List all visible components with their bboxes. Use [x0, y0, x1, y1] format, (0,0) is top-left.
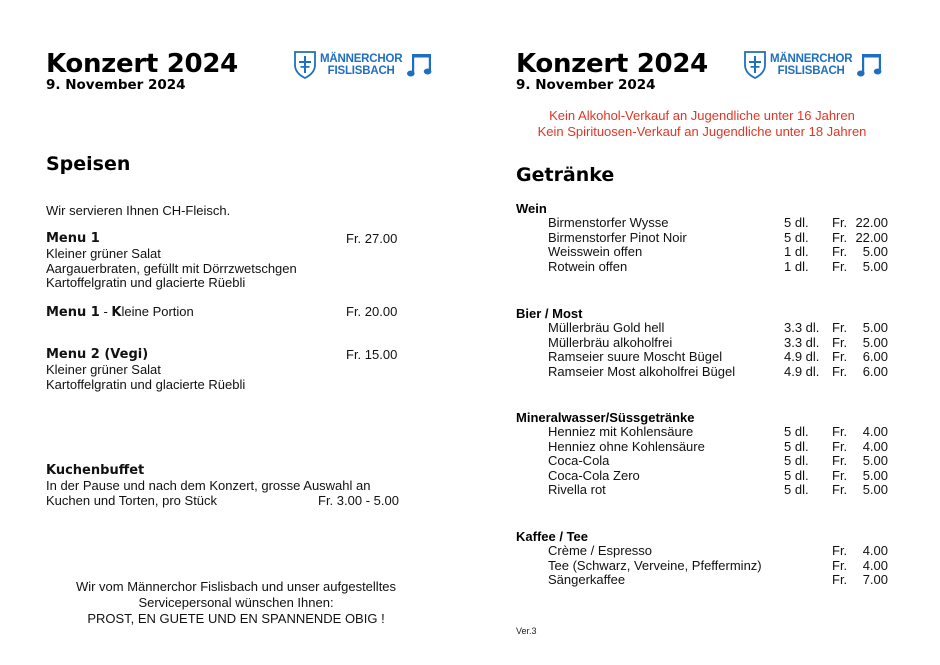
drink-price: 7.00 — [862, 572, 888, 588]
drink-name: Weisswein offen — [548, 244, 643, 260]
drink-name: Coca-Cola Zero — [548, 467, 640, 483]
buffet-line: In der Pause und nach dem Konzert, grosse Auswahl an — [46, 478, 371, 493]
drink-size: 3.3 dl. — [784, 320, 820, 335]
drink-name: Henniez ohne Kohlensäure — [548, 438, 705, 454]
drink-name: Rotwein offen — [548, 258, 628, 274]
drink-currency: Fr. — [832, 482, 848, 498]
menu-1-line: Kleiner grüner Salat — [46, 246, 161, 261]
menu-1-title: Menu 1 — [46, 231, 100, 246]
date-right: 9. November 2024 — [516, 77, 656, 93]
menu-1-small-sep: - — [99, 304, 112, 319]
drink-price: 22.00 — [855, 229, 888, 245]
drink-size: 5 dl. — [784, 424, 809, 439]
drink-size: 1 dl. — [784, 244, 809, 260]
drink-size: 5 dl. — [784, 467, 809, 483]
buffet-line: Kuchen und Torten, pro Stück — [46, 493, 218, 508]
drink-currency: Fr. — [832, 543, 848, 558]
warning-spirits: Kein Spirituosen-Verkauf an Jugendliche unter 18 Jahren — [537, 124, 867, 139]
menu-2-line: Kleiner grüner Salat — [46, 362, 161, 377]
section-heading-getraenke: Getränke — [516, 164, 615, 186]
choir-logo-left — [294, 51, 434, 79]
drink-price: 4.00 — [862, 424, 888, 439]
menu-1-small-title — [46, 305, 194, 321]
date-left: 9. November 2024 — [46, 77, 186, 93]
drink-price: 5.00 — [862, 453, 888, 469]
choir-logo-right — [744, 51, 884, 79]
buffet-title: Kuchenbuffet — [46, 463, 145, 478]
drink-category-title: Wein — [516, 201, 547, 216]
drink-name: Crème / Espresso — [548, 543, 653, 558]
drink-currency: Fr. — [832, 572, 848, 588]
page-title-left: Konzert 2024 — [46, 49, 238, 79]
music-note-icon — [856, 51, 884, 79]
drink-category-title: Kaffee / Tee — [516, 529, 589, 544]
closing-line: PROST, EN GUETE UND EN SPANNENDE OBIG ! — [87, 611, 385, 626]
drink-price: 5.00 — [862, 244, 888, 260]
shield-cross-icon — [744, 51, 766, 79]
menu-2-title: Menu 2 (Vegi) — [46, 347, 149, 362]
drink-size: 5 dl. — [784, 215, 809, 230]
menu-1-price: Fr. 27.00 — [346, 231, 398, 246]
drink-name: Ramseier Most alkoholfrei Bügel — [548, 363, 736, 379]
menu-1-small-bold: Menu 1 — [46, 305, 100, 320]
buffet-price: Fr. 3.00 - 5.00 — [318, 493, 399, 508]
drink-name: Coca-Cola — [548, 453, 610, 469]
drink-name: Henniez mit Kohlensäure — [548, 424, 694, 439]
page-title-right: Konzert 2024 — [516, 49, 708, 79]
menu-1-line: Aargauerbraten, gefüllt mit Dörrzwetschgen — [46, 261, 297, 276]
drink-price: 5.00 — [862, 320, 888, 335]
drink-category-title: Bier / Most — [516, 306, 583, 321]
drink-currency: Fr. — [832, 438, 848, 454]
drink-price: 4.00 — [862, 543, 888, 558]
drink-category-title: Mineralwasser/Süssgetränke — [516, 410, 695, 425]
logo-wordmark — [320, 53, 402, 77]
drink-price: 22.00 — [855, 215, 888, 230]
drink-name: Rivella rot — [548, 482, 606, 498]
drink-price: 4.00 — [862, 438, 888, 454]
menu-2-price: Fr. 15.00 — [346, 347, 398, 362]
drink-name: Müllerbräu Gold hell — [548, 320, 665, 335]
menu-1-small-price: Fr. 20.00 — [346, 304, 398, 319]
drink-size: 4.9 dl. — [784, 349, 820, 365]
drink-size: 3.3 dl. — [784, 334, 820, 350]
menu-2-line: Kartoffelgratin und glacierte Rüebli — [46, 377, 246, 392]
menu-1-small-rest: leine Portion — [121, 304, 194, 319]
drink-currency: Fr. — [832, 320, 848, 335]
drink-currency: Fr. — [832, 215, 848, 230]
drink-currency: Fr. — [832, 244, 848, 260]
music-note-icon — [406, 51, 434, 79]
drink-size: 5 dl. — [784, 438, 809, 454]
drink-name: Ramseier suure Moscht Bügel — [548, 349, 723, 365]
drink-size: 5 dl. — [784, 482, 809, 498]
drink-currency: Fr. — [832, 334, 848, 350]
shield-cross-icon — [294, 51, 316, 79]
drink-currency: Fr. — [832, 557, 848, 573]
intro-text: Wir servieren Ihnen CH-Fleisch. — [46, 203, 231, 218]
logo-line-2: FISLISBACH — [327, 65, 395, 77]
drink-name: Müllerbräu alkoholfrei — [548, 334, 673, 350]
drink-price: 4.00 — [862, 557, 888, 573]
section-heading-speisen: Speisen — [46, 153, 131, 175]
drink-size: 4.9 dl. — [784, 363, 820, 379]
drink-name: Sängerkaffee — [548, 572, 626, 588]
drink-name: Tee (Schwarz, Verveine, Pfefferminz) — [548, 557, 762, 573]
drink-size: 1 dl. — [784, 258, 809, 274]
logo-line-1: MÄNNERCHOR — [770, 53, 853, 65]
drink-currency: Fr. — [832, 258, 848, 274]
drink-name: Birmenstorfer Wysse — [548, 215, 669, 230]
menu-1-small-k: K — [111, 305, 122, 320]
drink-name: Birmenstorfer Pinot Noir — [548, 229, 687, 245]
drink-size: 5 dl. — [784, 453, 809, 469]
drink-price: 6.00 — [862, 349, 888, 365]
drink-size: 5 dl. — [784, 229, 809, 245]
drink-price: 6.00 — [862, 363, 888, 379]
closing-line: Servicepersonal wünschen Ihnen: — [138, 595, 334, 610]
drink-price: 5.00 — [862, 334, 888, 350]
closing-line: Wir vom Männerchor Fislisbach und unser aufgestelltes — [75, 579, 397, 594]
warning-alcohol: Kein Alkohol-Verkauf an Jugendliche unter 16 Jahren — [549, 108, 855, 123]
menu-1-line: Kartoffelgratin und glacierte Rüebli — [46, 275, 246, 290]
drink-price: 5.00 — [862, 258, 888, 274]
drink-price: 5.00 — [862, 467, 888, 483]
version-label: Ver.3 — [516, 626, 537, 636]
drink-currency: Fr. — [832, 349, 848, 365]
drink-currency: Fr. — [832, 229, 848, 245]
logo-line-1: MÄNNERCHOR — [320, 53, 403, 65]
drink-currency: Fr. — [832, 363, 848, 379]
drink-price: 5.00 — [862, 482, 888, 498]
logo-line-2: FISLISBACH — [777, 65, 845, 77]
drink-currency: Fr. — [832, 453, 848, 469]
drink-currency: Fr. — [832, 467, 848, 483]
logo-wordmark — [770, 53, 852, 77]
drink-currency: Fr. — [832, 424, 848, 439]
